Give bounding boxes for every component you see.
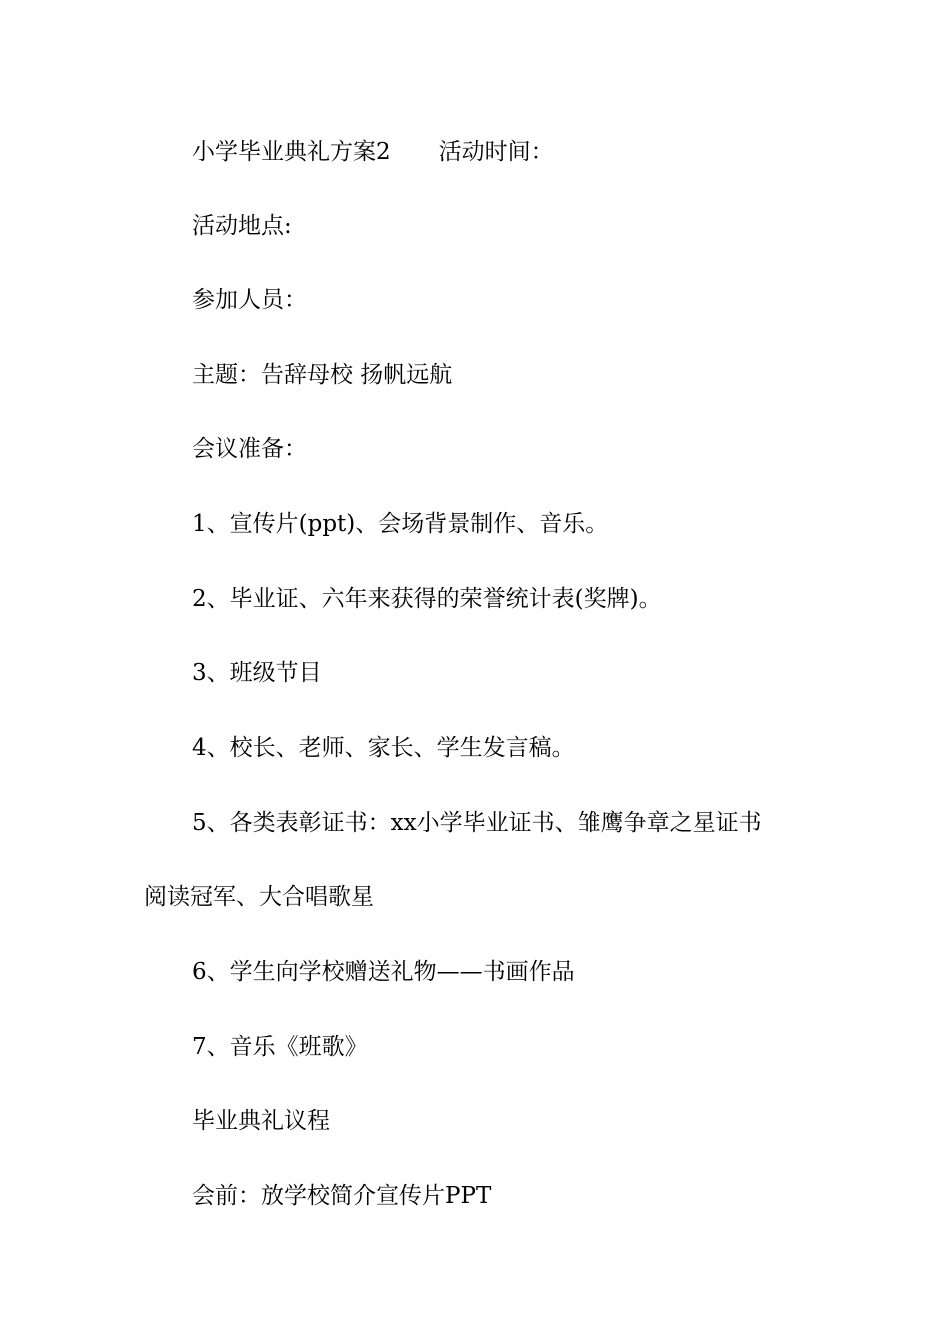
title-line [192, 137, 554, 167]
ceremony-agenda-heading: 毕业典礼议程 [192, 1108, 330, 1134]
prep-item-4: 4、校长、老师、家长、学生发言稿。 [192, 735, 575, 761]
theme-line: 主题：告辞母校 扬帆远航 [192, 362, 453, 388]
activity-time-label: 活动时间： [438, 139, 554, 165]
document-title: 小学毕业典礼方案2 [192, 139, 391, 165]
prep-item-5: 5、各类表彰证书：xx小学毕业证书、雏鹰争章之星证书 [192, 810, 762, 836]
meeting-preparation-heading: 会议准备： [192, 436, 307, 462]
prep-item-6: 6、学生向学校赠送礼物——书画作品 [192, 959, 575, 985]
prep-item-2: 2、毕业证、六年来获得的荣誉统计表(奖牌)。 [192, 586, 662, 612]
prep-item-1: 1、宣传片(ppt)、会场背景制作、音乐。 [192, 511, 609, 537]
pre-meeting-line: 会前：放学校简介宣传片PPT [192, 1183, 492, 1209]
prep-item-3: 3、班级节目 [192, 660, 322, 686]
activity-location-line: 活动地点: [192, 213, 292, 239]
participants-line: 参加人员： [192, 287, 307, 313]
prep-item-7: 7、音乐《班歌》 [192, 1034, 368, 1060]
prep-item-5-continued: 阅读冠军、大合唱歌星 [144, 884, 374, 910]
